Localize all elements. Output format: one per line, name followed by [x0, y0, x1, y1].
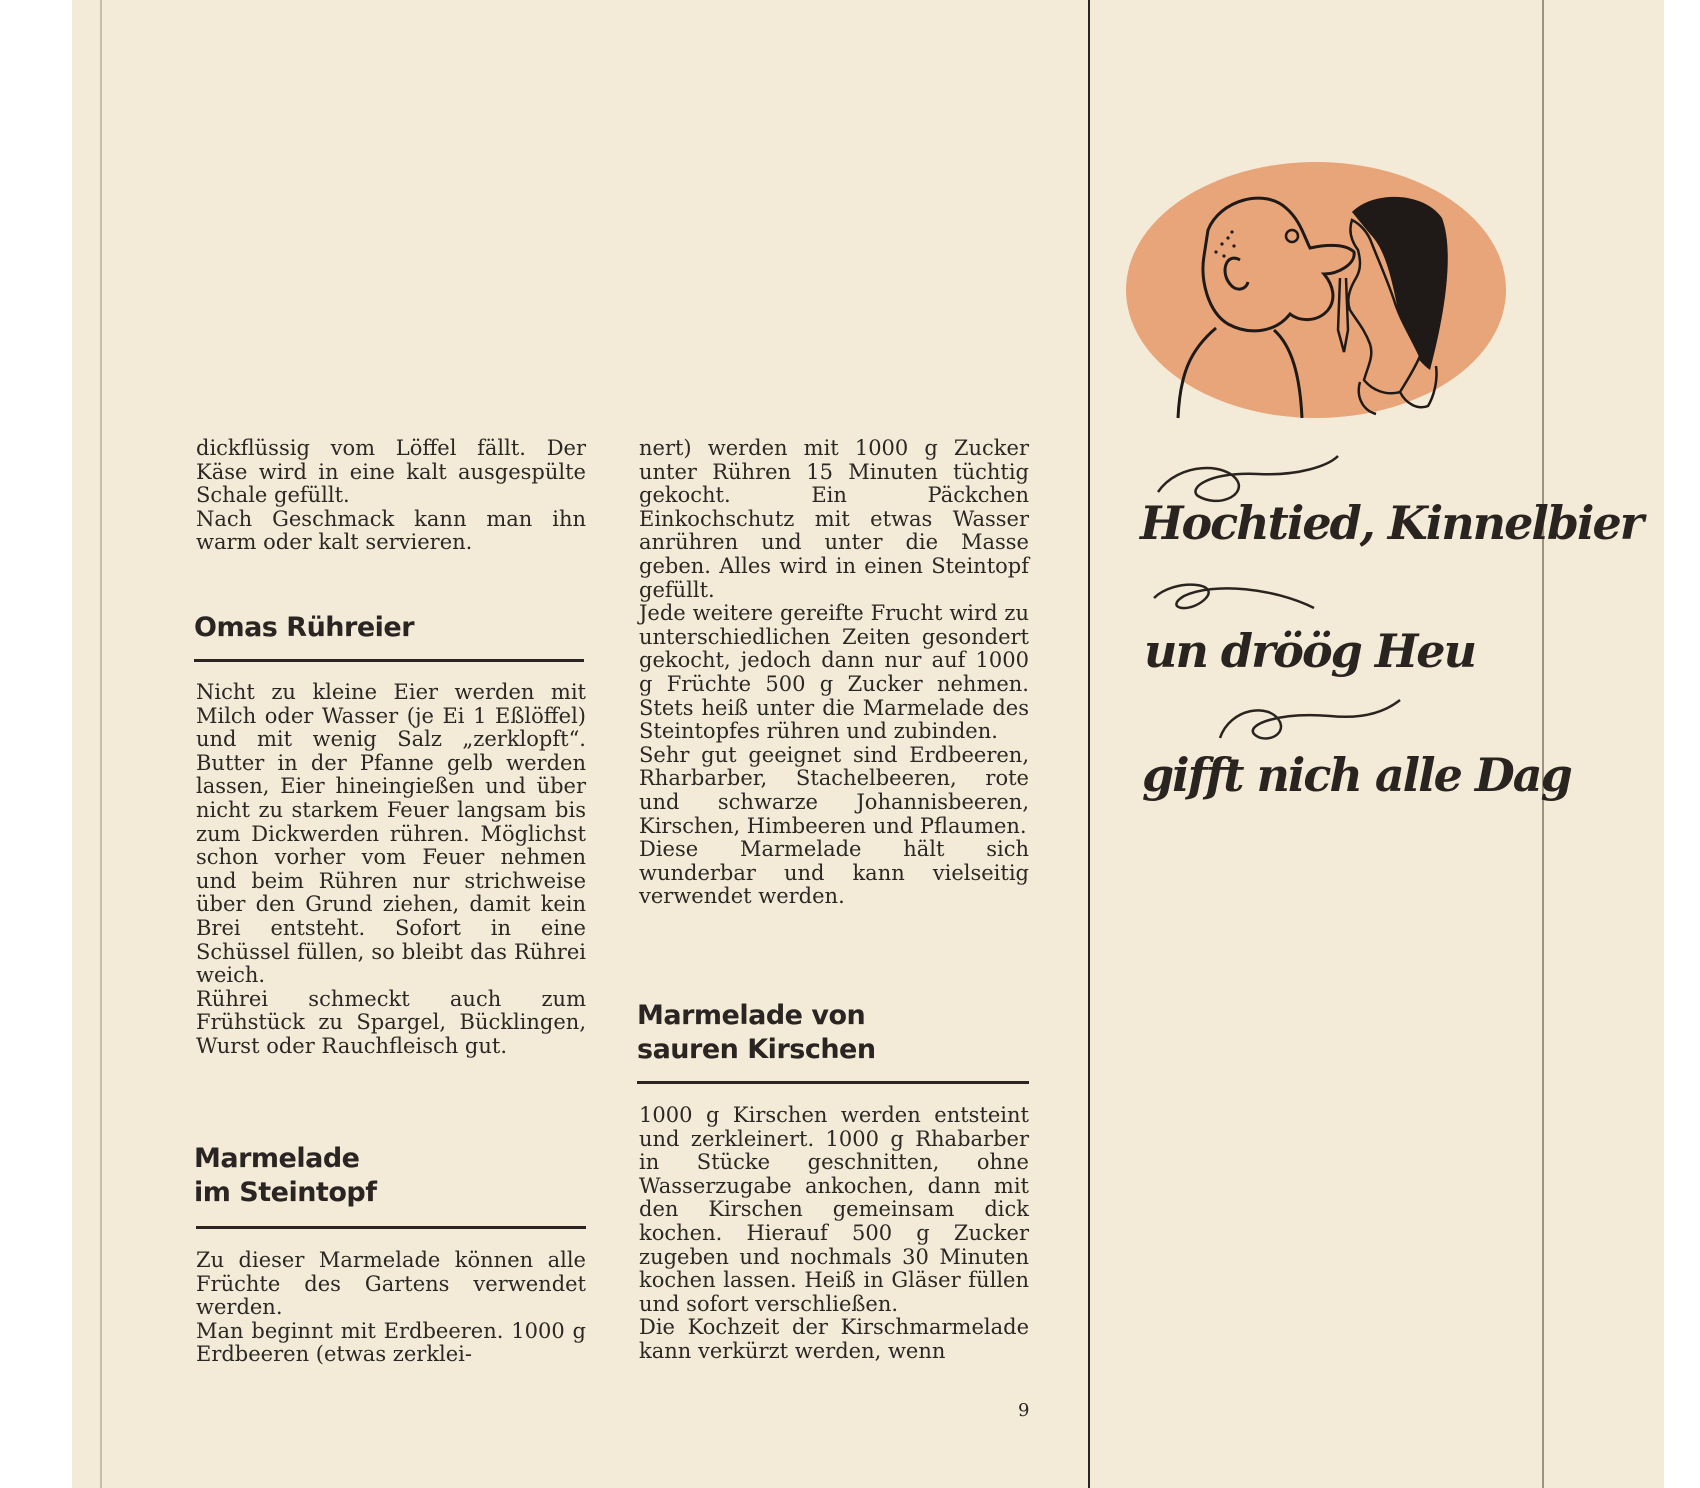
- heading-marmelade-kirschen: [637, 999, 876, 1067]
- kirschen-text: [639, 1104, 1029, 1364]
- omas-ruehreier-text: [196, 681, 586, 1059]
- paragraph: Jede weitere gereifte Frucht wird zu unterschiedlichen Zeiten gesondert gekocht, jedoch dann nur auf 1000 g Früchte 500 g Zucker nehmen. Stets heiß unter die Marmelade des Steintopfes rühren und zubinden.: [639, 601, 1029, 744]
- heading-line: im Steintopf: [194, 1177, 377, 1208]
- paragraph: Zu dieser Marmelade können alle Früchte des Gartens verwendet werden.: [196, 1248, 586, 1320]
- saying-line-3: gifft nich alle Dag: [1142, 748, 1571, 802]
- heading-line: Marmelade: [194, 1143, 360, 1174]
- heading-rule: [196, 1226, 586, 1229]
- sidebar-left-rule: [1088, 0, 1090, 1488]
- heading-line: Marmelade von: [637, 1000, 866, 1031]
- gutter-line: [100, 0, 102, 1488]
- heading-line: sauren Kirschen: [637, 1034, 876, 1065]
- paragraph: Nicht zu kleine Eier werden mit Milch oder Wasser (je Ei 1 Eßlöffel) und mit wenig Salz „zerklopft“. Butter in der Pfanne gelb werden lassen, Eier hineingießen und über nicht zu starkem Feuer langsam bis zum Dickwerden rühren. Möglichst schon vorher vom Feuer nehmen und beim Rühren nur strichweise über den Grund ziehen, damit kein Brei entsteht. Sofort in eine Schüssel füllen, so bleibt das Rührei weich.: [196, 680, 586, 988]
- page-number: 9: [1018, 1400, 1030, 1421]
- saying-line-2: un dröög Heu: [1144, 624, 1476, 678]
- paragraph: Die Kochzeit der Kirschmarmelade kann verkürzt werden, wenn: [639, 1315, 1029, 1363]
- paragraph: Diese Marmelade hält sich wunderbar und kann vielseitig verwendet werden.: [639, 837, 1029, 909]
- left-intro-text: [196, 437, 586, 555]
- heading-marmelade-steintopf: [194, 1142, 376, 1210]
- paragraph: Sehr gut geeignet sind Erdbeeren, Rharbarber, Stachelbeeren, rote und schwarze Johannisbeeren, Kirschen, Himbeeren und Pflaumen.: [639, 742, 1029, 838]
- heading-omas-ruehreier: Omas Rühreier: [194, 612, 415, 643]
- paragraph: nert) werden mit 1000 g Zucker unter Rühren 15 Minuten tüchtig gekocht. Ein Päckchen Einkochschutz mit etwas Wasser anrühren und unter die Masse geben. Alles wird in einen Steintopf gefüllt.: [639, 436, 1029, 602]
- paragraph: Man beginnt mit Erdbeeren. 1000 g Erdbeeren (etwas zerklei-: [196, 1318, 586, 1367]
- page-edge-line: [1542, 0, 1544, 1488]
- heading-rule: [194, 659, 584, 662]
- paragraph: 1000 g Kirschen werden entsteint und zerkleinert. 1000 g Rhabarber in Stücke geschnitten, ohne Wasserzugabe ankochen, dann mit den Kirschen gemeinsam dick kochen. Hierauf 500 g Zucker zugeben und nochmals 30 Minuten kochen lassen. Heiß in Gläser füllen und sofort verschließen.: [639, 1103, 1029, 1316]
- couple-kiss-illustration: [1124, 160, 1508, 420]
- right-intro-text: [639, 437, 1029, 909]
- paragraph: dickflüssig vom Löffel fällt. Der Käse wird in eine kalt ausgespülte Schale gefüllt.: [196, 436, 586, 508]
- paragraph: Nach Geschmack kann man ihn warm oder kalt servieren.: [196, 506, 586, 555]
- heading-rule: [637, 1081, 1029, 1084]
- paragraph: Rührei schmeckt auch zum Frühstück zu Spargel, Bücklingen, Wurst oder Rauchfleisch gut.: [196, 986, 586, 1058]
- saying-line-1: Hochtied, Kinnelbier: [1140, 496, 1643, 550]
- steintopf-text: [196, 1249, 586, 1367]
